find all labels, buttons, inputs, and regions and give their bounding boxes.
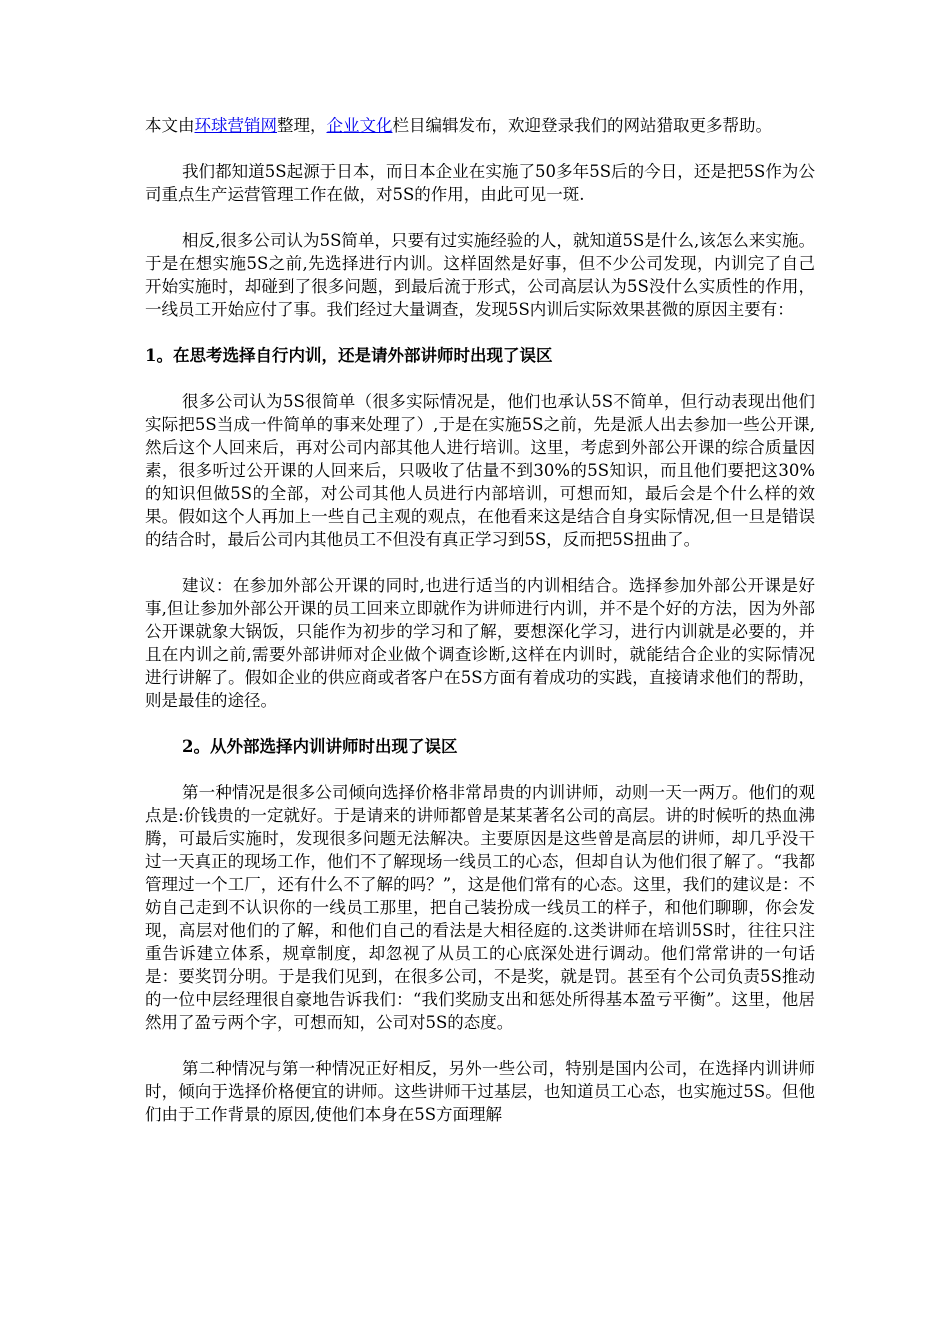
paragraph-case-one: 第一种情况是很多公司倾向选择价格非常昂贵的内训讲师，动则一天一两万。他们的观点是:价钱贵的一定就好。于是请来的讲师都曾是某某著名公司的高层。讲的时候听的热血沸腾，可最后实施时，发现很多问题无法解决。主要原因是这些曾是高层的讲师，却几乎没干过一天真正的现场工作，他们不了解现场一线员工的心态，但却自认为他们很了解了。“我都管理过一个工厂，还有什么不了解的吗？”，这是他们常有的心态。这里，我们的建议是：不妨自己走到不认识你的一线员工那里，把自己装扮成一线员工的样子，和他们聊聊，你会发现，高层对他们的了解，和他们自己的看法是大相径庭的.这类讲师在培训5S时，往往只注重告诉建立体系，规章制度，却忽视了从员工的心底深处进行调动。他们常常讲的一句话是：要奖罚分明。于是我们见到，在很多公司，不是奖，就是罚。甚至有个公司负责5S推动的一位中层经理很自豪地告诉我们：“我们奖励支出和惩处所得基本盈亏平衡”。这里，他居然用了盈亏两个字，可想而知，公司对5S的态度。 [145, 783, 815, 1032]
section-heading-2: 2。从外部选择内训讲师时出现了误区 [182, 737, 458, 756]
paragraph-case-two: 第二种情况与第一种情况正好相反，另外一些公司，特别是国内公司，在选择内训讲师时，倾向于选择价格便宜的讲师。这些讲师干过基层，也知道员工心态，也实施过5S。但他们由于工作背景的原因,使他们本身在5S方面理解 [145, 1059, 815, 1124]
paragraph-section1-detail: 很多公司认为5S很简单（很多实际情况是，他们也承认5S不简单，但行动表现出他们实际把5S当成一件简单的事来处理了）,于是在实施5S之前，先是派人出去参加一些公开课,然后这个人回来后，再对公司内部其他人进行培训。这里，考虑到外部公开课的综合质量因素，很多听过公开课的人回来后，只吸收了估量不到30%的5S知识，而且他们要把这30%的知识但做5S的全部，对公司其他人员进行内部培训，可想而知，最后会是个什么样的效果。假如这个人再加上一些自己主观的观点，在他看来这是结合自身实际情况,但一旦是错误的结合时，最后公司内其他员工不但没有真正学习到5S，反而把5S扭曲了。 [145, 392, 815, 549]
intro-suffix: 栏目编辑发布，欢迎登录我们的网站猎取更多帮助。 [392, 116, 772, 135]
intro-prefix: 本文由 [145, 116, 195, 135]
paragraph-origin: 我们都知道5S起源于日本，而日本企业在实施了50多年5S后的今日，还是把5S作为公司重点生产运营管理工作在做，对5S的作用，由此可见一斑. [145, 162, 815, 204]
paragraph-suggestion: 建议：在参加外部公开课的同时,也进行适当的内训相结合。选择参加外部公开课是好事,但让参加外部公开课的员工回来立即就作为讲师进行内训，并不是个好的方法，因为外部公开课就象大锅饭，只能作为初步的学习和了解，要想深化学习，进行内训就是必要的，并且在内训之前,需要外部讲师对企业做个调查诊断,这样在内训时，就能结合企业的实际情况进行讲解了。假如企业的供应商或者客户在5S方面有着成功的实践，直接请求他们的帮助，则是最佳的途径。 [145, 576, 815, 710]
document-body [145, 114, 815, 1149]
intro-middle: 整理， [277, 116, 327, 135]
intro-paragraph [145, 114, 815, 137]
site-link[interactable]: 环球营销网 [194, 116, 277, 135]
section-heading-1: 1。在思考选择自行内训，还是请外部讲师时出现了误区 [145, 346, 553, 365]
category-link[interactable]: 企业文化 [326, 116, 393, 135]
paragraph-problem: 相反,很多公司认为5S简单，只要有过实施经验的人，就知道5S是什么,该怎么来实施。于是在想实施5S之前,先选择进行内训。这样固然是好事，但不少公司发现，内训完了自己开始实施时，却碰到了很多问题，到最后流于形式，公司高层认为5S没什么实质性的作用，一线员工开始应付了事。我们经过大量调查，发现5S内训后实际效果甚微的原因主要有： [145, 231, 815, 319]
